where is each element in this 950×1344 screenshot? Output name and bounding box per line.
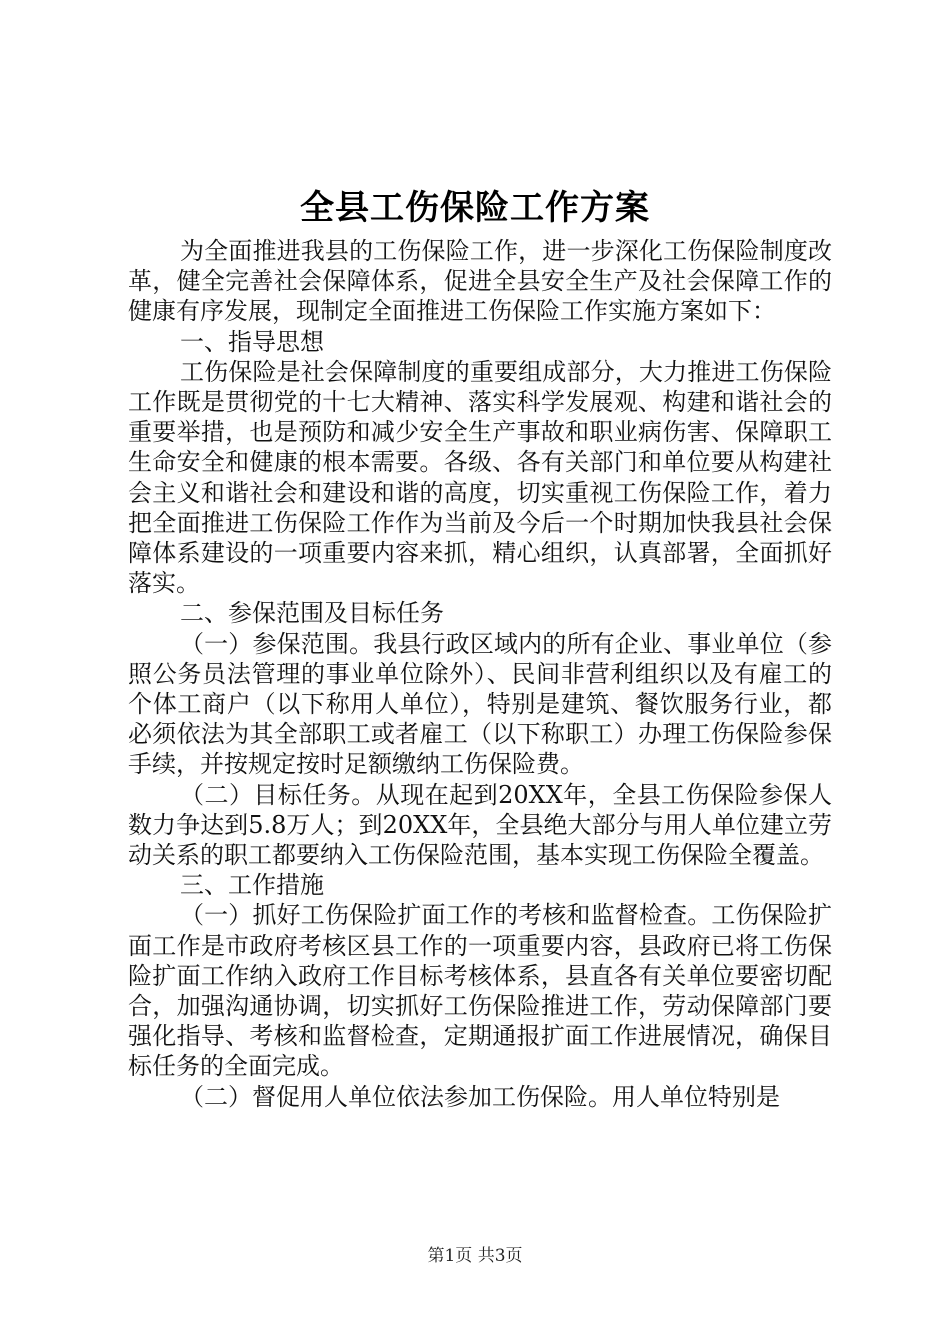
section-heading-guiding-thought: 一、指导思想 [180,327,324,356]
document-title: 全县工伤保险工作方案 [300,188,650,228]
paragraph-insurance-scope: （一）参保范围。我县行政区域内的所有企业、事业单位（参照公务员法管理的事业单位除外）、民间非营利组织以及有雇工的个体工商户（以下称用人单位），特别是建筑、餐饮服务行业，都必须依法为其全部职工或者雇工（以下称职工）办理工伤保险参保手续，并按规定按时足额缴纳工伤保险费。 [128,629,832,779]
page-number-footer: 第1页 共3页 [427,1246,523,1266]
paragraph-measure-assessment: （一）抓好工伤保险扩面工作的考核和监督检查。工伤保险扩面工作是市政府考核区县工作的一项重要内容，县政府已将工伤保险扩面工作纳入政府工作目标考核体系，县直各有关单位要密切配合，加强沟通协调，切实抓好工伤保险推进工作，劳动保障部门要强化指导、考核和监督检查，定期通报扩面工作进展情况，确保目标任务的全面完成。 [128,901,832,1081]
paragraph-target-tasks: （二）目标任务。从现在起到20XX年，全县工伤保险参保人数力争达到5.8万人；到20XX年，全县绝大部分与用人单位建立劳动关系的职工都要纳入工伤保险范围，基本实现工伤保险全覆盖。 [128,780,832,870]
document-body [128,236,832,1112]
paragraph-guiding-thought: 工伤保险是社会保障制度的重要组成部分，大力推进工伤保险工作既是贯彻党的十七大精神、落实科学发展观、构建和谐社会的重要举措，也是预防和减少安全生产事故和职业病伤害、保障职工生命安全和健康的根本需要。各级、各有关部门和单位要从构建社会主义和谐社会和建设和谐的高度，切实重视工伤保险工作，着力把全面推进工伤保险工作作为当前及今后一个时期加快我县社会保障体系建设的一项重要内容来抓，精心组织，认真部署，全面抓好落实。 [128,357,832,598]
paragraph-measure-enrollment: （二）督促用人单位依法参加工伤保险。用人单位特别是 [180,1082,780,1111]
section-heading-scope-and-goals: 二、参保范围及目标任务 [180,599,444,628]
paragraph-intro: 为全面推进我县的工伤保险工作，进一步深化工伤保险制度改革，健全完善社会保障体系，促进全县安全生产及社会保障工作的健康有序发展，现制定全面推进工伤保险工作实施方案如下： [128,237,832,326]
section-heading-work-measures: 三、工作措施 [180,871,324,900]
